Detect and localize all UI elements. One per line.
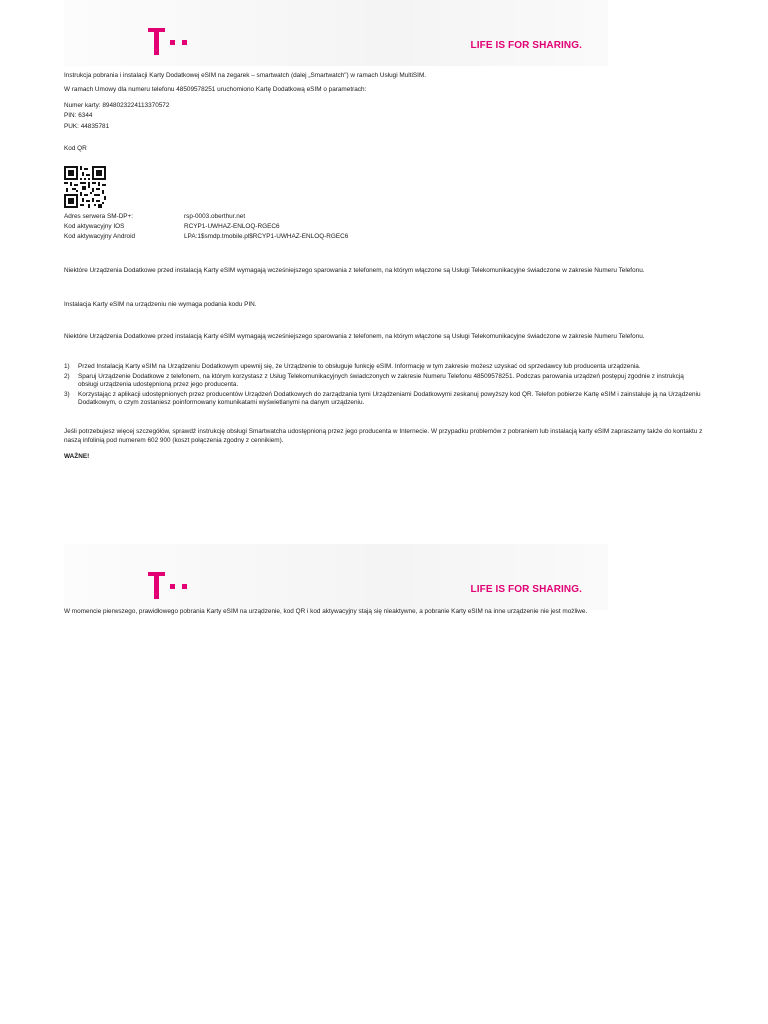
pairing-note: Niektóre Urządzenia Dodatkowe przed instalacją Karty eSIM wymagają wcześniejszego sparowania z telefonem, na którym włączone są Usługi Telekomunikacyjne świadczone w zakresie Numeru Telefonu.	[64, 267, 645, 274]
telekom-logo-icon	[148, 28, 210, 58]
steps-list	[64, 363, 704, 409]
page1-header	[64, 0, 608, 66]
android-code-label: Kod aktywacyjny Android	[64, 233, 136, 240]
page2-header	[64, 544, 608, 610]
important-label: WAŻNE!	[64, 453, 90, 460]
telekom-logo-icon	[148, 572, 210, 602]
android-code-value: LPA:1$smdp.tmobile.pl$RCYP1-UWHAZ-ENLOQ-RGEC6	[184, 233, 349, 240]
step-text: Korzystając z aplikacji udostępnionych przez producentów Urządzeń Dodatkowych do zarządzania tymi Urządzeniami Dodatkowymi zeskanuj powyższy kod QR. Telefon pobierze Kartę eSIM i zainstaluje ją na Urządzeniu Dodatkowym, o czym zostaniesz poinformowany komunikatami wyświetlanymi na danym urządzeniu.	[78, 390, 701, 407]
step-text: Sparuj Urządzenie Dodatkowe z telefonem, na którym korzystasz z Usług Telekomunikacyjnych świadczonych w zakresie Numeru Telefonu 48509578251. Podczas parowania urządzeń postępuj zgodnie z instrukcją obsługi urządzenia udostępnioną przez jego producenta.	[78, 372, 684, 389]
list-item: 1) Przed Instalacją Karty eSIM na Urządzeniu Dodatkowym upewnij się, że Urządzenie to obsługuje funkcję eSIM. Informację w tym zakresie możesz uzyskać od sprzedawcy lub producenta urządzenia.	[64, 363, 641, 370]
server-address-label: Adres serwera SM-DP+:	[64, 213, 134, 220]
intro-line-1: Instrukcja pobrania i instalacji Karty Dodatkowej eSIM na zegarek – smartwatch (dalej „Smartwatch") w ramach Usługi MultiSIM.	[64, 72, 427, 79]
ios-code-label: Kod aktywacyjny IOS	[64, 223, 125, 230]
list-item: 2) Sparuj Urządzenie Dodatkowe z telefonem, na którym korzystasz z Usług Telekomunikacyjnych świadczonych w zakresie Numeru Telefonu 48509578251. Podczas parowania urządzeń postępuj zgodnie z instrukcją obsługi urządzenia udostępnioną przez jego producenta.	[64, 372, 684, 389]
slogan: LIFE IS FOR SHARING.	[470, 40, 582, 51]
qr-label: Kod QR	[64, 145, 87, 152]
card-pin: PIN: 6344	[64, 112, 93, 119]
step-text: Przed Instalacją Karty eSIM na Urządzeniu Dodatkowym upewnij się, że Urządzenie to obsługuje funkcję eSIM. Informację w tym zakresie możesz uzyskać od sprzedawcy lub producenta urządzenia.	[78, 363, 641, 370]
slogan: LIFE IS FOR SHARING.	[470, 584, 582, 595]
server-address-value: rsp-0003.oberthur.net	[184, 213, 246, 220]
qr-code-icon	[64, 166, 106, 208]
list-item: 3) Korzystając z aplikacji udostępnionych przez producentów Urządzeń Dodatkowych do zarządzania tymi Urządzeniami Dodatkowymi zeskanuj powyższy kod QR. Telefon pobierze Kartę eSIM i zainstaluje ją na Urządzeniu Dodatkowym, o czym zostaniesz poinformowany komunikatami wyświetlanymi na danym urządzeniu.	[64, 390, 701, 407]
pin-note: Instalacja Karty eSIM na urządzeniu nie wymaga podania kodu PIN.	[64, 301, 257, 308]
card-number: Numer karty: 8948023224113370572	[64, 102, 170, 109]
card-puk: PUK: 44835781	[64, 123, 110, 130]
more-info: Jeśli potrzebujesz więcej szczegółów, sprawdź instrukcję obsługi Smartwatcha udostępnioną przez jego producenta w Internecie. W przypadku problemów z pobraniem lub instalacją karty eSIM zapraszamy także do kontaktu z naszą infolinią pod numerem 602 900 (koszt połączenia zgodny z cennikiem).	[64, 428, 703, 444]
intro-line-2: W ramach Umowy dla numeru telefonu 48509578251 uruchomiono Kartę Dodatkową eSIM o parametrach:	[64, 86, 367, 93]
final-note: W momencie pierwszego, prawidłowego pobrania Karty eSIM na urządzenie, kod QR i kod aktywacyjny stają się nieaktywne, a pobranie Karty eSIM na inne urządzenie nie jest możliwe.	[64, 608, 588, 615]
pairing-note-2: Niektóre Urządzenia Dodatkowe przed instalacją Karty eSIM wymagają wcześniejszego sparowania z telefonem, na którym włączone są Usługi Telekomunikacyjne świadczone w zakresie Numeru Telefonu.	[64, 333, 645, 340]
ios-code-value: RCYP1-UWHAZ-ENLOQ-RGEC6	[184, 223, 280, 230]
